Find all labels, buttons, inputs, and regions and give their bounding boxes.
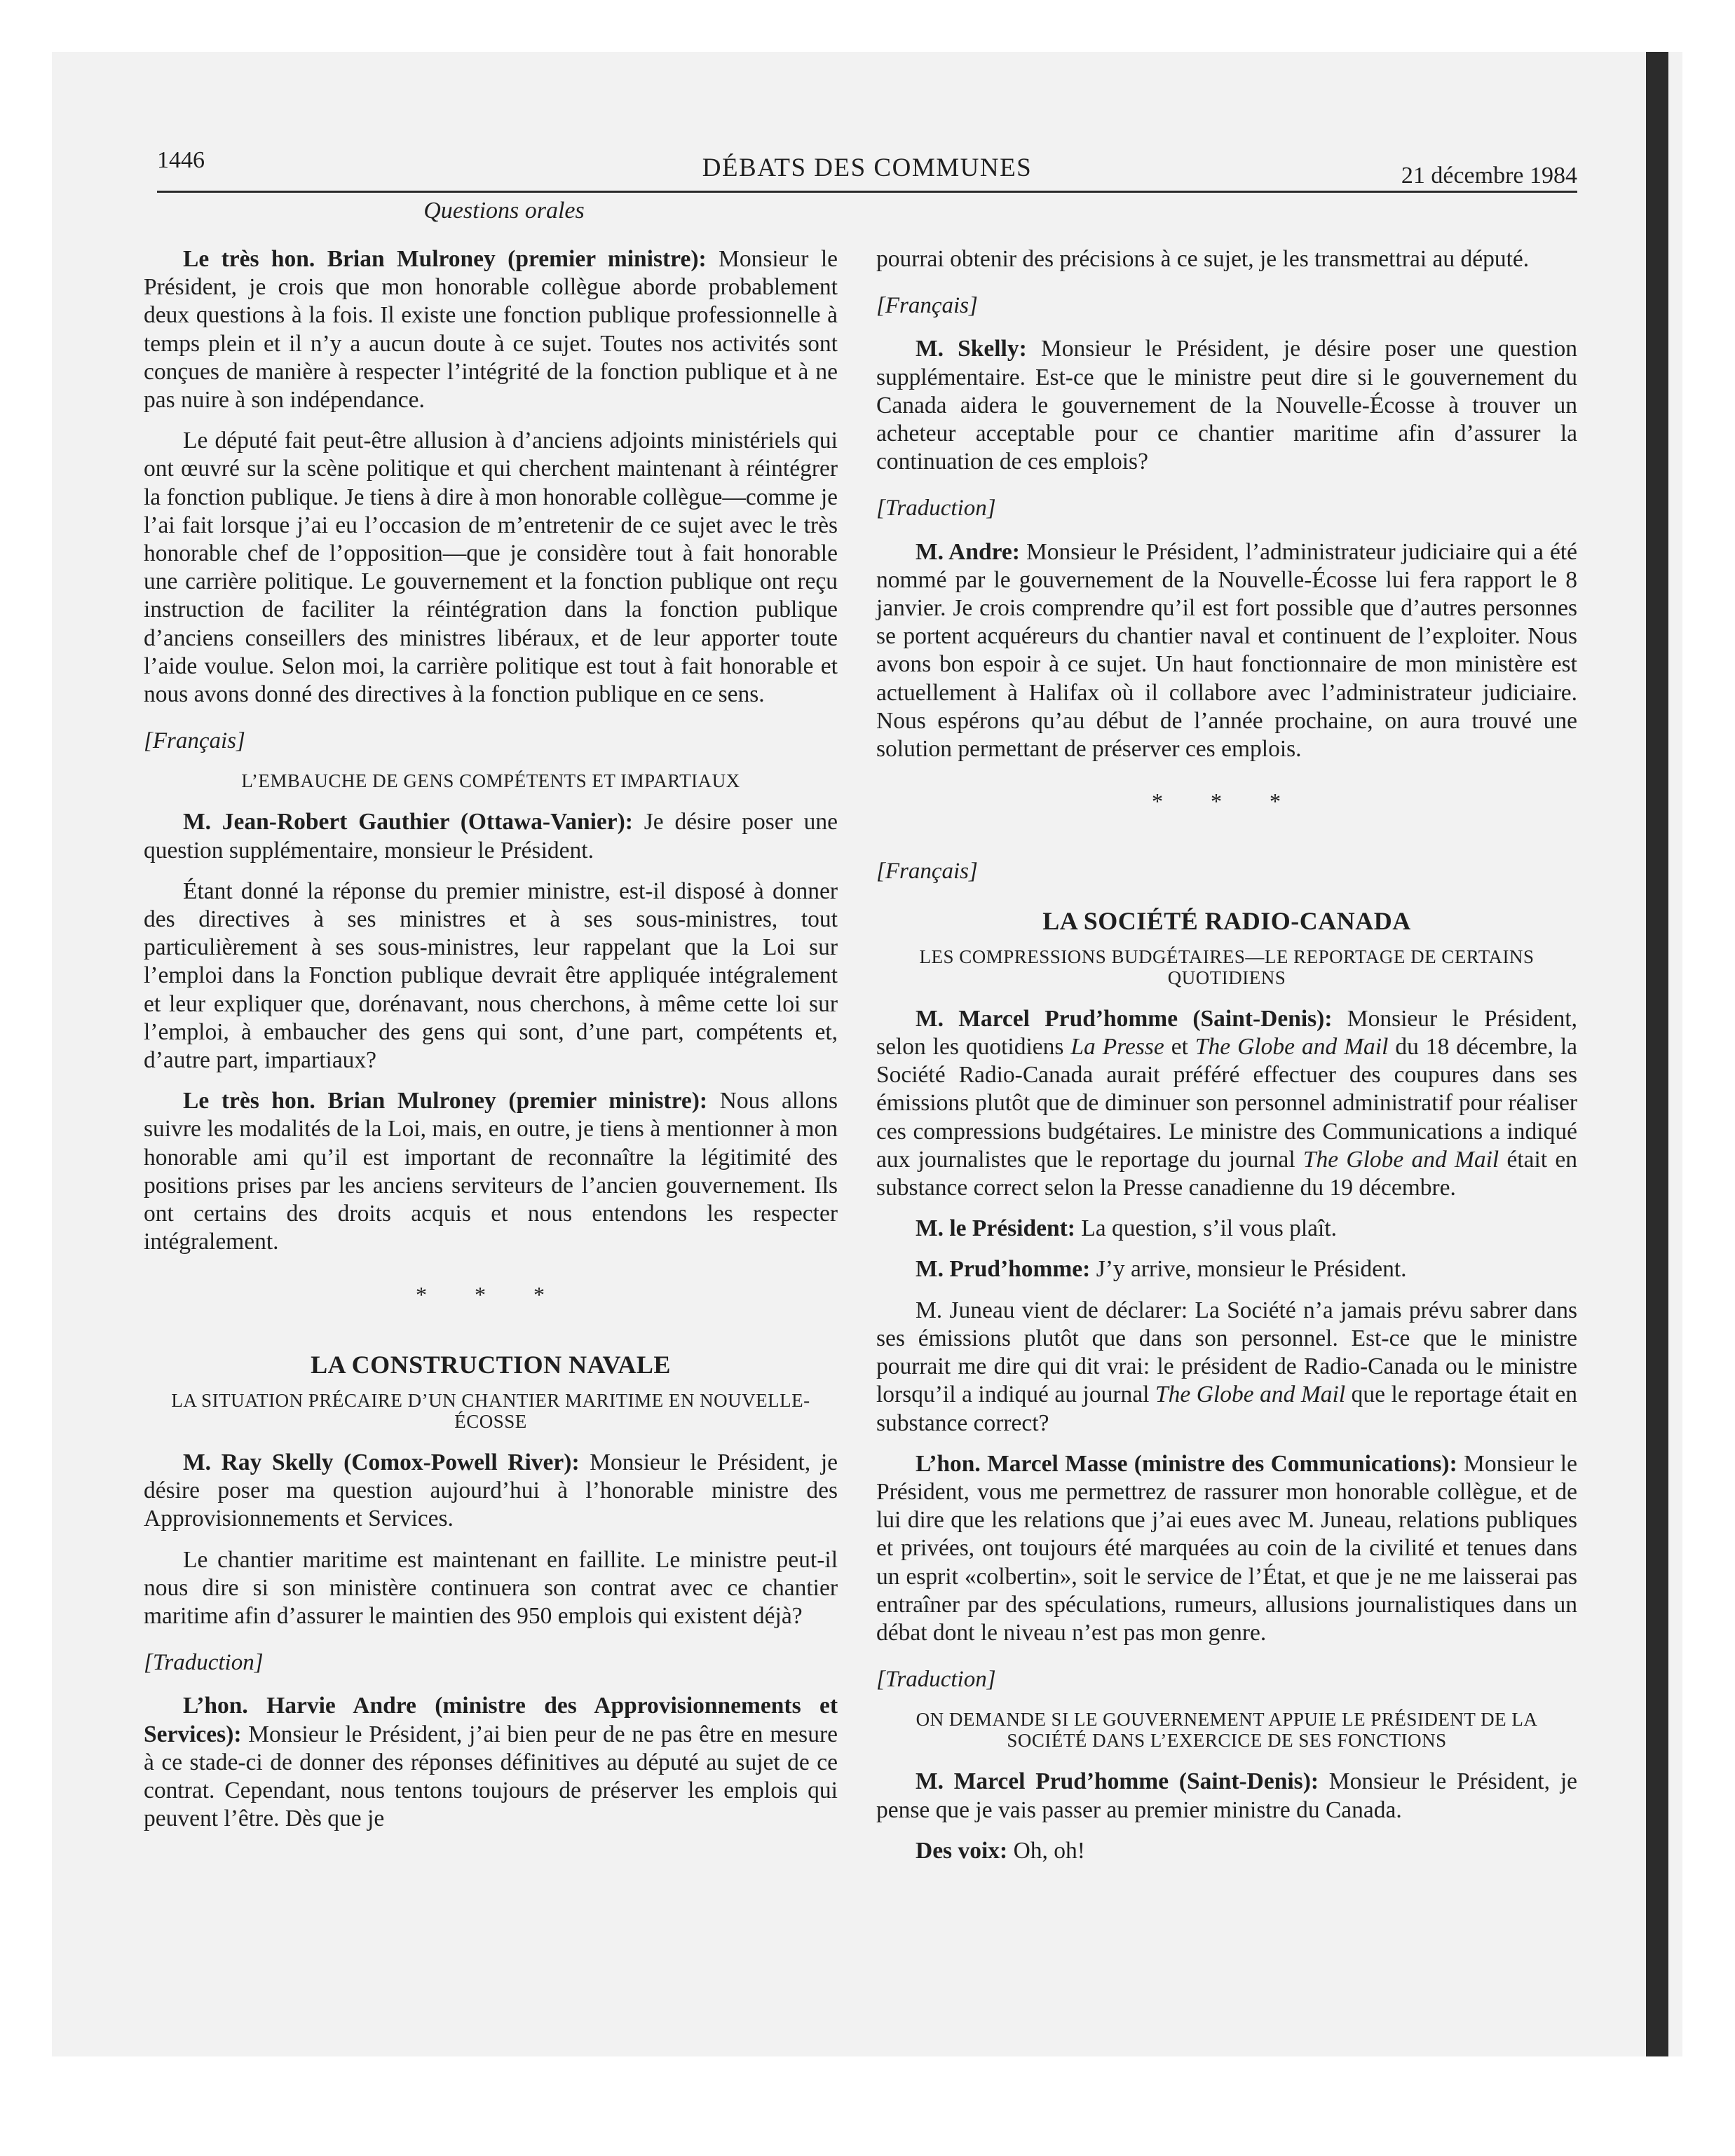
- header-rule: [157, 191, 1577, 193]
- publication-title: DÉBATS DES COMMUNES: [702, 153, 1033, 182]
- speech-text: Monsieur le Président, je désire poser une question supplémentaire. Est-ce que le ministre peut dire si le gouvernement du Canada aidera le gouvernement de la Nouvelle-Écosse à trouver un acheteur acceptable pour ce chantier maritime afin d’assurer la continuation de ces emplois?: [876, 336, 1578, 475]
- paragraph: [144, 1692, 838, 1833]
- paragraph: [876, 1450, 1577, 1647]
- section-heading: LA SOCIÉTÉ RADIO-CANADA: [1042, 906, 1411, 935]
- paragraph: pourrai obtenir des précisions à ce sujet, je les transmettrai au député.: [876, 246, 1530, 272]
- speech-text: Oh, oh!: [1007, 1837, 1085, 1864]
- page-number: 1446: [157, 147, 205, 173]
- speech-text: Monsieur le Président, vous me permettrez de rassurer mon honorable collègue, et de lui dire que les relations que j’ai eues avec M. Juneau, relations publiques et privées, ont toujours été marquées au coin de la civilité et tenues dans un esprit «colbertin», soit le service de l’État, et que je ne me laisserai pas entraîner par des spéculations, rumeurs, allusions journalistiques dans un débat dont le niveau n’est pas mon genre.: [876, 1450, 1577, 1646]
- speaker-name: M. Skelly:: [916, 336, 1027, 362]
- speaker-name: M. Prud’homme:: [916, 1256, 1091, 1283]
- newspaper-title: The Globe and Mail: [1195, 1034, 1389, 1060]
- paragraph: Étant donné la réponse du premier ministre, est-il disposé à donner des directives à ses ministres et à ses sous-ministres, tout particulièrement à ses sous-ministres, leur rappelant que la Loi sur l’emploi dans la Fonction publique devrait être appliquée intégralement et leur expliquer que, dorénavant, nous cherchons, à même cette loi sur l’emploi, à embaucher des gens qui sont, d’une part, compétents et, d’autre part, impartiaux?: [144, 878, 838, 1074]
- newspaper-title: The Globe and Mail: [1155, 1381, 1346, 1408]
- speaker-name: M. le Président:: [916, 1215, 1075, 1242]
- section-separator: * * *: [1152, 789, 1302, 814]
- speaker-name: M. Marcel Prud’homme (Saint-Denis):: [916, 1768, 1319, 1795]
- language-tag: [Traduction]: [144, 1650, 264, 1676]
- paragraph: [876, 538, 1577, 764]
- speech-text: Monsieur le Président, je pense que je vais passer au premier ministre du Canada.: [876, 1768, 1578, 1823]
- speech-text: La question, s’il vous plaît.: [1075, 1215, 1338, 1242]
- subheading: ON DEMANDE SI LE GOUVERNEMENT APPUIE LE PRÉSIDENT DE LA SOCIÉTÉ DANS L’EXERCICE DE SES FONCTIONS: [916, 1709, 1538, 1752]
- paragraph: Le chantier maritime est maintenant en faillite. Le ministre peut-il nous dire si son ministère continuera son contrat avec ce chantier maritime afin d’assurer le maintien des 950 emplois qui existent déjà?: [144, 1546, 838, 1629]
- paragraph: [144, 808, 838, 864]
- paragraph: [144, 1449, 838, 1534]
- speaker-name: Le très hon. Brian Mulroney (premier ministre):: [183, 1088, 708, 1114]
- paragraph: [876, 335, 1577, 476]
- speech-text: et: [1164, 1034, 1195, 1060]
- right-column: [876, 245, 1577, 1878]
- language-tag: [Français]: [876, 859, 978, 885]
- paragraph: [144, 1087, 838, 1256]
- speaker-name: M. Ray Skelly (Comox-Powell River):: [183, 1449, 580, 1475]
- newspaper-title: La Presse: [1070, 1034, 1164, 1060]
- speech-text: Monsieur le Président, je crois que mon honorable collègue aborde probablement deux questions à la fois. Il existe une fonction publique professionnelle à temps plein et il n’y a aucun doute à ce sujet. Toutes nos activités sont conçues de manière à respecter l’intégrité de la fonction publique et à ne pas nuire à son indépendance.: [144, 246, 838, 414]
- paragraph: [876, 1837, 1577, 1865]
- section-separator: * * *: [416, 1281, 566, 1307]
- speaker-name: M. Andre:: [916, 538, 1020, 565]
- paragraph: [876, 1768, 1577, 1824]
- speech-text: Monsieur le Président, je désire poser ma question aujourd’hui à l’honorable ministre des Approvisionnements et Services.: [144, 1449, 838, 1532]
- speaker-name: M. Jean-Robert Gauthier (Ottawa-Vanier):: [183, 809, 633, 835]
- speech-text: Monsieur le Président, j’ai bien peur de ne pas être en mesure à ce stade-ci de donner des réponses définitives au député au sujet de ce contrat. Cependant, nous tentons toujours de préserver les emplois qui peuvent l’être. Dès que je: [144, 1721, 838, 1832]
- section-heading: LA CONSTRUCTION NAVALE: [311, 1350, 671, 1379]
- speaker-name: M. Marcel Prud’homme (Saint-Denis):: [916, 1005, 1333, 1032]
- paragraph: Le député fait peut-être allusion à d’anciens adjoints ministériels qui ont œuvré sur la scène politique et qui cherchent maintenant à réintégrer la fonction publique. Je tiens à dire à mon honorable collègue—comme je l’ai fait lorsque j’ai eu l’occasion de m’entretenir de ce sujet avec le très honorable chef de l’opposition—que je considère tout à fait honorable une carrière politique. Le gouvernement et la fonction publique ont reçu instruction de faciliter la réintégration dans la fonction publique d’anciens conseillers des ministres libéraux, et de leur apporter toute l’aide voulue. Selon moi, la carrière politique est tout à fait honorable et nous avons donné des directives à la fonction publique en ce sens.: [144, 428, 838, 708]
- issue-date: 21 décembre 1984: [1401, 163, 1577, 189]
- speaker-name: Des voix:: [916, 1837, 1008, 1864]
- paragraph: [144, 245, 838, 414]
- section-label: Questions orales: [423, 198, 585, 224]
- language-tag: [Français]: [144, 728, 245, 754]
- speech-text: Je désire poser une question supplémentaire, monsieur le Président.: [144, 809, 838, 864]
- speech-text: M. Juneau vient de déclarer: La Société n’a jamais prévu sabrer dans ses émissions plutôt que dans son personnel. Est-ce que le ministre pourrait me dire qui dit vrai: le président de Radio-Canada ou le ministre lorsqu’il a indiqué au journal: [876, 1297, 1577, 1408]
- language-tag: [Français]: [876, 293, 978, 319]
- language-tag: [Traduction]: [876, 1667, 996, 1693]
- speech-text: Monsieur le Président, selon les quotidiens: [876, 1005, 1578, 1060]
- page-header: [157, 147, 1577, 189]
- binding-edge: [1646, 52, 1668, 2056]
- language-tag: [Traduction]: [876, 496, 996, 521]
- newspaper-title: The Globe and Mail: [1302, 1146, 1499, 1173]
- speaker-name: L’hon. Harvie Andre (ministre des Approvisionnements et Services):: [144, 1693, 838, 1747]
- speaker-name: Le très hon. Brian Mulroney (premier ministre):: [183, 246, 707, 272]
- speech-text: Nous allons suivre les modalités de la Loi, mais, en outre, je tiens à mentionner à mon honorable ami qu’il est important de reconnaître la légitimité des positions prises par les anciens serviteurs de l’ancien gouvernement. Ils ont certains des droits acquis et nous entendons les respecter intégralement.: [144, 1088, 838, 1255]
- paragraph: [876, 1215, 1577, 1243]
- speech-text: était en substance correct selon la Presse canadienne du 19 décembre.: [876, 1146, 1578, 1201]
- paragraph: [876, 1005, 1577, 1202]
- paragraph: [876, 1297, 1577, 1438]
- paragraph: [876, 1255, 1577, 1283]
- subheading: LES COMPRESSIONS BUDGÉTAIRES—LE REPORTAGE DE CERTAINS QUOTIDIENS: [919, 946, 1535, 988]
- speech-text: que le reportage était en substance correct?: [876, 1381, 1578, 1436]
- speaker-name: L’hon. Marcel Masse (ministre des Communications):: [916, 1450, 1457, 1477]
- speech-text: du 18 décembre, la Société Radio-Canada aurait préféré effectuer des coupures dans ses émissions plutôt que de diminuer son personnel administratif pour réaliser ces compressions budgétaires. Le ministre des Communications a indiqué aux journalistes que le reportage du journal: [876, 1034, 1577, 1173]
- subheading: LA SITUATION PRÉCAIRE D’UN CHANTIER MARITIME EN NOUVELLE-ÉCOSSE: [171, 1389, 810, 1432]
- speech-text: J’y arrive, monsieur le Président.: [1090, 1256, 1407, 1283]
- speech-text: Monsieur le Président, l’administrateur judiciaire qui a été nommé par le gouvernement de la Nouvelle-Écosse lui fera rapport le 8 janvier. Je crois comprendre qu’il est fort possible que d’autres personnes se portent acquéreurs du chantier naval et continuent de l’exploiter. Nous avons bon espoir à ce sujet. Un haut fonctionnaire de mon ministère est actuellement à Halifax où il collabore avec l’administrateur judiciaire. Nous espérons qu’au début de l’année prochaine, on aura trouvé une solution permettant de préserver ces emplois.: [876, 538, 1577, 763]
- subheading: L’EMBAUCHE DE GENS COMPÉTENTS ET IMPARTIAUX: [241, 770, 740, 792]
- left-column: [144, 245, 838, 1845]
